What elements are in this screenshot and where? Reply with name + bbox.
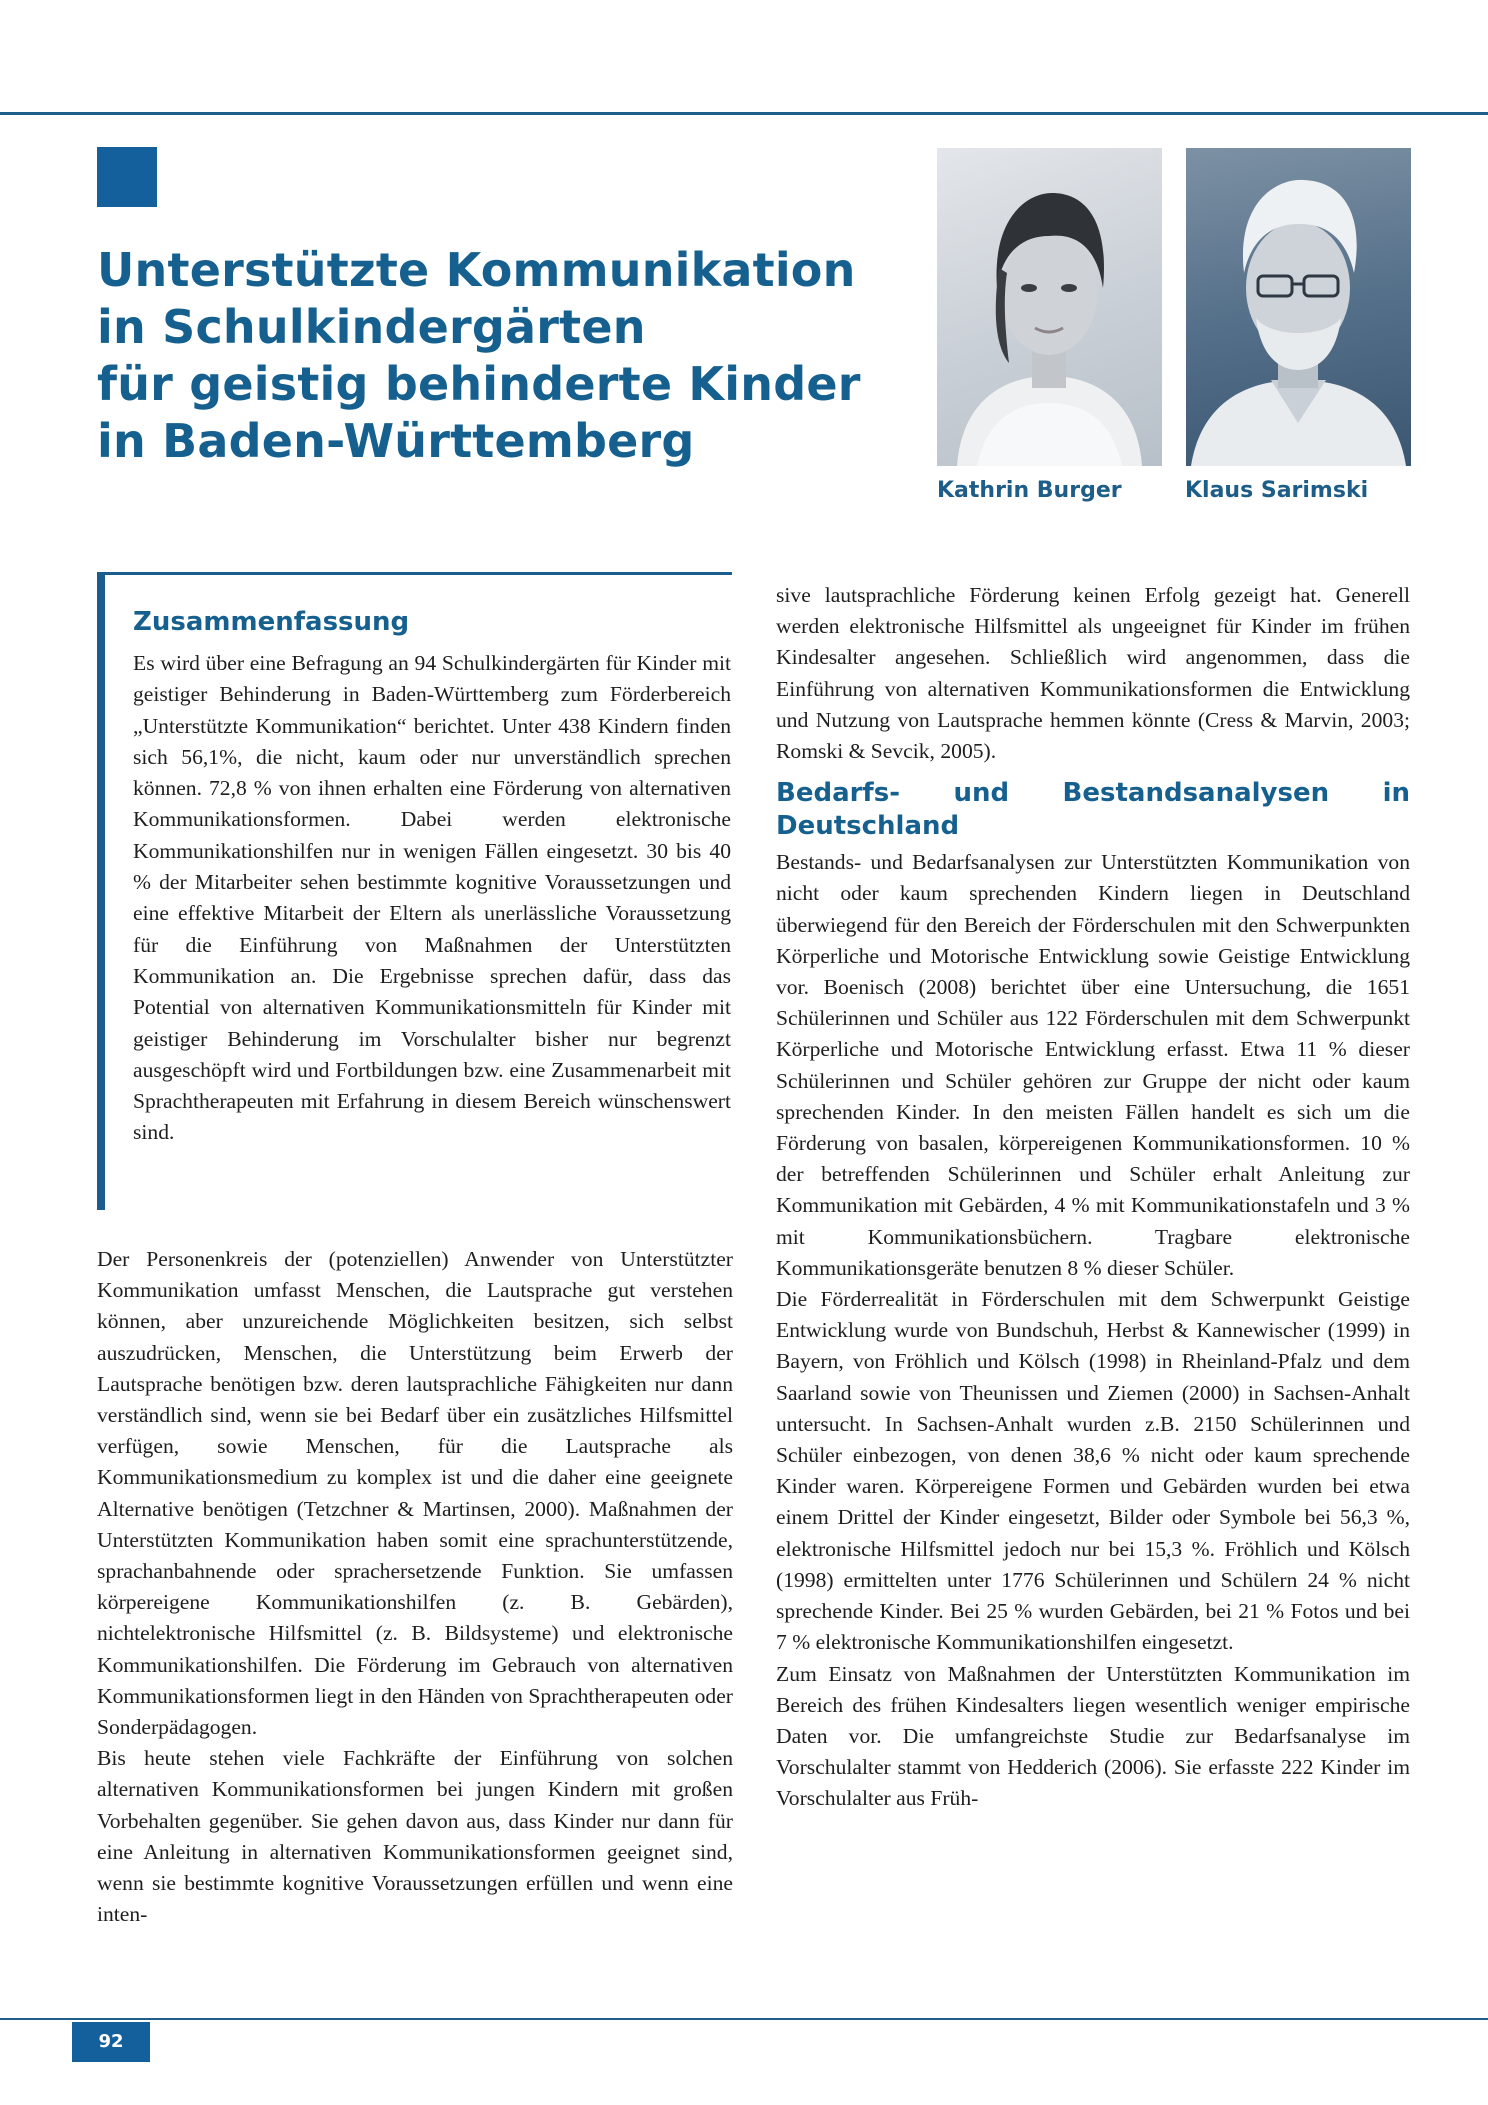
author-name-sarimski: Klaus Sarimski: [1185, 478, 1369, 503]
right-paragraph-1: Bestands- und Bedarfsanalysen zur Unterstützten Kommunikation von nicht oder kaum sprechenden Kindern liegen in Deutschland überwiegend für den Bereich der Förderschulen mit den Schwerpunkten Körperliche und Motorische Entwicklung sowie Geistige Entwicklung vor. Boenisch (2008) berichtet über eine Untersuchung, die 1651 Schülerinnen und Schüler aus 122 Förderschulen mit dem Schwerpunkt Körperliche und Motorische Entwicklung erfasst. Etwa 11 % dieser Schülerinnen und Schüler gehören zur Gruppe der nicht oder kaum sprechenden Kinder. In den meisten Fällen handelt es sich um die Förderung von basalen, körpereigenen Kommunikationsformen. 10 % der betreffenden Schülerinnen und Schüler erhalt Anleitung zur Kommunikation mit Gebärden, 4 % mit Kommunikationstafeln und 3 % mit Kommunikationsbüchern. Tragbare elektronische Kommunikationsgeräte benutzen 8 % dieser Schüler.: [776, 850, 1410, 1280]
title-line-1: Unterstützte Kommunikation: [97, 243, 856, 297]
abstract-text: Es wird über eine Befragung an 94 Schulkindergärten für Kinder mit geistiger Behinderung in Baden-Württemberg zum Förderbereich „Unterstützte Kommunikation“ berichtet. Unter 438 Kindern finden sich 56,1%, die nicht, kaum oder nur unverständlich sprechen können. 72,8 % von ihnen erhalten eine Förderung von alternativen Kommunikationsformen. Dabei werden elektronische Kommunikationshilfen nur in wenigen Fällen eingesetzt. 30 bis 40 % der Mitarbeiter sehen bestimmte kognitive Voraussetzungen und eine effektive Mitarbeit der Eltern als unerlässliche Voraussetzung für die Einführung von Maßnahmen der Unterstützten Kommunikation an. Die Ergebnisse sprechen dafür, dass das Potential von alternativen Kommunikationsmitteln für Kinder mit geistiger Behinderung im Vorschulalter bisher nur begrenzt ausgeschöpft wird und Fortbildungen bzw. eine Zusammenarbeit mit Sprachtherapeuten mit Erfahrung in diesem Bereich wünschenswert sind.: [133, 651, 731, 1145]
left-paragraph-1: Der Personenkreis der (potenziellen) Anwender von Unterstützter Kommunikation umfasst Menschen, die Lautsprache gut verstehen können, aber unzureichende Möglichkeiten besitzen, sich selbst auszudrücken, Menschen, die Unterstützung beim Erwerb der Lautsprache benötigen bzw. deren lautsprachliche Fähigkeiten nur dann verständlich sind, wenn sie bei Bedarf über ein zusätzliches Hilfsmittel verfügen, sowie Menschen, für die Lautsprache als Kommunikationsmedium zu komplex ist und die daher eine geeignete Alternative benötigen (Tetzchner & Martinsen, 2000). Maßnahmen der Unterstützten Kommunikation haben somit eine sprachunterstützende, sprachanbahnende oder sprachersetzende Funktion. Sie umfassen körpereigene Kommunikationshilfen (z. B. Gebärden), nichtelektronische Hilfsmittel (z. B. Bildsysteme) und elektronische Kommunikationshilfen. Die Förderung im Gebrauch von alternativen Kommunikationsformen liegt in den Händen von Sprachtherapeuten oder Sonderpädagogen.: [97, 1247, 733, 1740]
author-photo-burger: [937, 148, 1162, 466]
title-line-4: in Baden-Württemberg: [97, 414, 695, 468]
portrait-woman-image: [937, 148, 1162, 466]
section-heading-bedarfsanalysen: Bedarfs- und Bestandsanalysen in Deutschland: [776, 778, 1410, 842]
right-column: [776, 580, 1410, 1815]
left-paragraph-2: Bis heute stehen viele Fachkräfte der Einführung von solchen alternativen Kommunikationsformen bei jungen Kindern mit großen Vorbehalten gegenüber. Sie gehen davon aus, dass Kinder nur dann für eine Anleitung in alternativen Kommunikationsformen geeignet sind, wenn sie bestimmte kognitive Voraussetzungen erfüllen und wenn eine inten-: [97, 1746, 733, 1927]
title-line-2: in Schulkindergärten: [97, 300, 646, 354]
left-column: [97, 1244, 733, 1930]
page-number: 92: [72, 2022, 150, 2062]
portrait-man-image: [1186, 148, 1411, 466]
article-title: [97, 242, 877, 470]
abstract-heading: Zusammenfassung: [133, 607, 410, 637]
right-intro-paragraph: sive lautsprachliche Förderung keinen Erfolg gezeigt hat. Generell werden elektronische Hilfsmittel als ungeeignet für Kinder im frühen Kindesalter angesehen. Schließlich wird angenommen, dass die Einführung von alternativen Kommunikationsformen die Entwicklung und Nutzung von Lautsprache hemmen könnte (Cress & Marvin, 2003; Romski & Sevcik, 2005).: [776, 583, 1410, 764]
bottom-rule: [0, 2018, 1488, 2020]
author-photo-sarimski: [1186, 148, 1411, 466]
right-paragraph-3: Zum Einsatz von Maßnahmen der Unterstützten Kommunikation im Bereich des frühen Kindesalters liegen wesentlich weniger empirische Daten vor. Die umfangreichste Studie zur Bedarfsanalyse im Vorschulalter stammt von Hedderich (2006). Sie erfasste 222 Kinder im Vorschulalter aus Früh-: [776, 1661, 1410, 1811]
right-paragraph-2: Die Förderrealität in Förderschulen mit dem Schwerpunkt Geistige Entwicklung wurde von Bundschuh, Herbst & Kannewischer (1999) in Bayern, von Fröhlich und Kölsch (1998) in Rheinland-Pfalz und dem Saarland sowie von Theunissen und Ziemen (2000) in Sachsen-Anhalt untersucht. In Sachsen-Anhalt wurden z.B. 2150 Schülerinnen und Schüler einbezogen, von denen 38,6 % nicht oder kaum sprechende Kinder waren. Körpereigene Formen und Gebärden wurden bei etwa einem Drittel der Kinder eingesetzt, Bilder oder Symbole bei 56,3 %, elektronische Hilfsmittel jedoch nur bei 15,3 %. Fröhlich und Kölsch (1998) ermittelten unter 1776 Schülerinnen und Schülern 24 % nicht sprechende Kinder. Bei 25 % wurden Gebärden, bei 21 % Fotos und bei 7 % elektronische Kommunikationshilfen eingesetzt.: [776, 1287, 1410, 1655]
title-line-3: für geistig behinderte Kinder: [97, 357, 861, 411]
section-marker-square: [97, 147, 157, 207]
author-name-burger: Kathrin Burger: [937, 478, 1122, 503]
top-rule: [0, 112, 1488, 115]
